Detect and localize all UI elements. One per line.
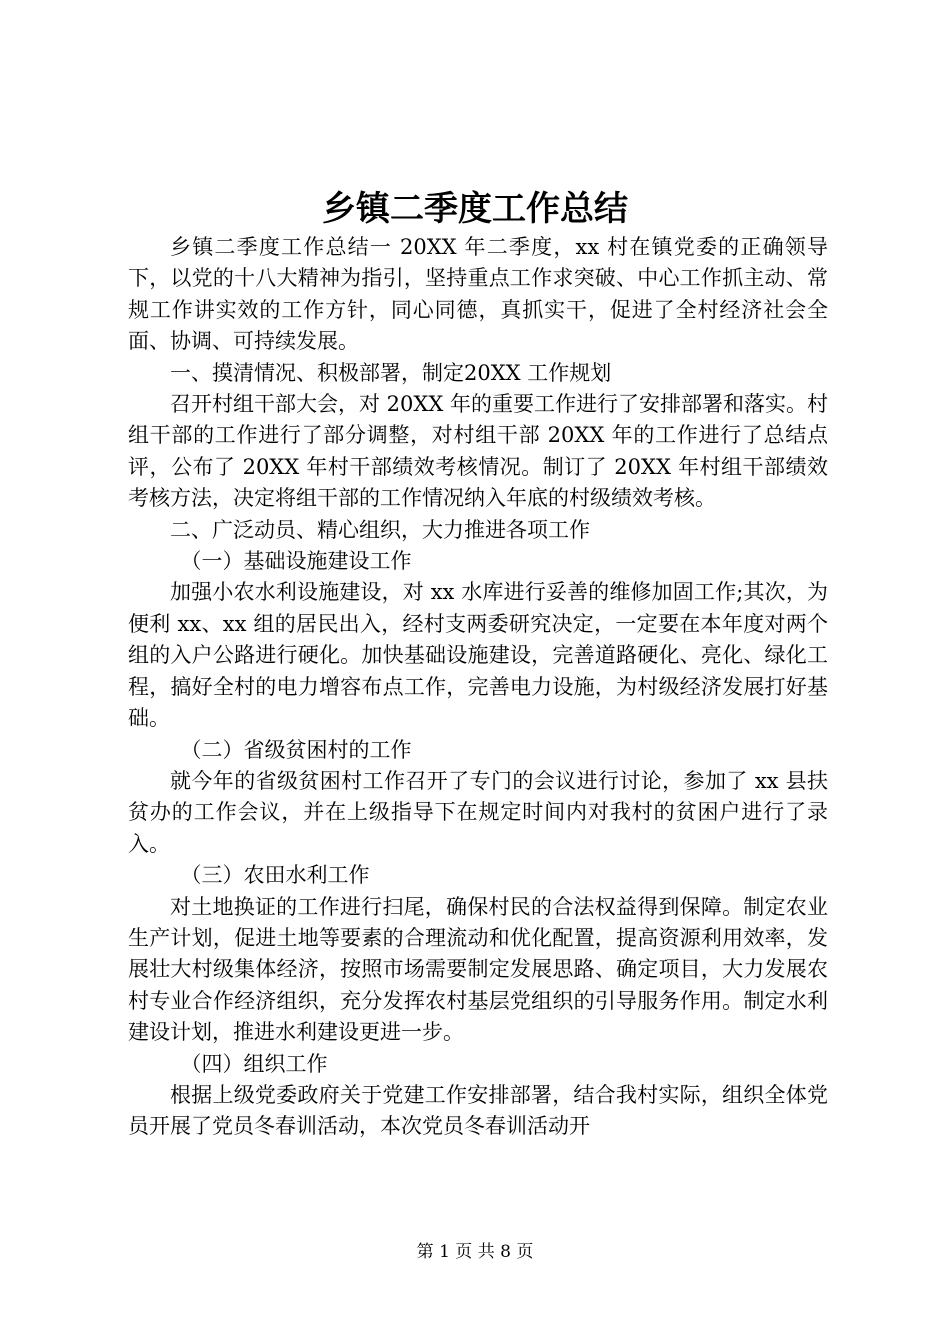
- paragraph-subsection-4: 根据上级党委政府关于党建工作安排部署，结合我村实际，组织全体党员开展了党员冬春训活动，本次党员冬春训活动开: [128, 1082, 828, 1139]
- paragraph-subsection-3: 对土地换证的工作进行扫尾，确保村民的合法权益得到保障。制定农业生产计划，促进土地等要素的合理流动和优化配置，提高资源利用效率，发展壮大村级集体经济，按照市场需要制定发展思路、确定项目，大力发展农村专业合作经济组织，充分发挥农村基层党组织的引导服务作用。制定水利建设计划，推进水利建设更进一步。: [128, 894, 828, 1045]
- subsection-heading-2: （二）省级贫困村的工作: [180, 737, 412, 762]
- subsection-heading-1: （一）基础设施建设工作: [180, 549, 412, 574]
- document-body: [128, 232, 828, 1143]
- subsection-heading-4: （四）组织工作: [180, 1051, 328, 1076]
- section-heading-1: 一、摸清情况、积极部署，制定20XX 工作规划: [170, 360, 612, 385]
- subsection-heading-3: （三）农田水利工作: [180, 863, 370, 888]
- paragraph-section-1: 召开村组干部大会，对 20XX 年的重要工作进行了安排部署和落实。村组干部的工作进行了部分调整，对村组干部 20XX 年的工作进行了总结点评，公布了 20XX 年村干部绩效考核情况。制订了 20XX 年村组干部绩效考核方法，决定将组干部的工作情况纳入年底的村级绩效考核。: [128, 392, 828, 511]
- paragraph-intro: 乡镇二季度工作总结一 20XX 年二季度，xx 村在镇党委的正确领导下，以党的十八大精神为指引，坚持重点工作求突破、中心工作抓主动、常规工作讲实效的工作方针，同心同德，真抓实干，促进了全村经济社会全面、协调、可持续发展。: [128, 235, 828, 354]
- page-footer: 第 1 页 共 8 页: [416, 1242, 534, 1262]
- document-title: 乡镇二季度工作总结: [322, 189, 628, 229]
- section-heading-2: 二、广泛动员、精心组织，大力推进各项工作: [170, 517, 590, 542]
- paragraph-subsection-1: 加强小农水利设施建设，对 xx 水库进行妥善的维修加固工作;其次，为便利 xx、xx 组的居民出入，经村支两委研究决定，一定要在本年度对两个组的入户公路进行硬化。加快基础设施建设，完善道路硬化、亮化、绿化工程，搞好全村的电力增容布点工作，完善电力设施，为村级经济发展打好基础。: [128, 580, 828, 731]
- paragraph-subsection-2: 就今年的省级贫困村工作召开了专门的会议进行讨论，参加了 xx 县扶贫办的工作会议，并在上级指导下在规定时间内对我村的贫困户进行了录入。: [128, 768, 828, 856]
